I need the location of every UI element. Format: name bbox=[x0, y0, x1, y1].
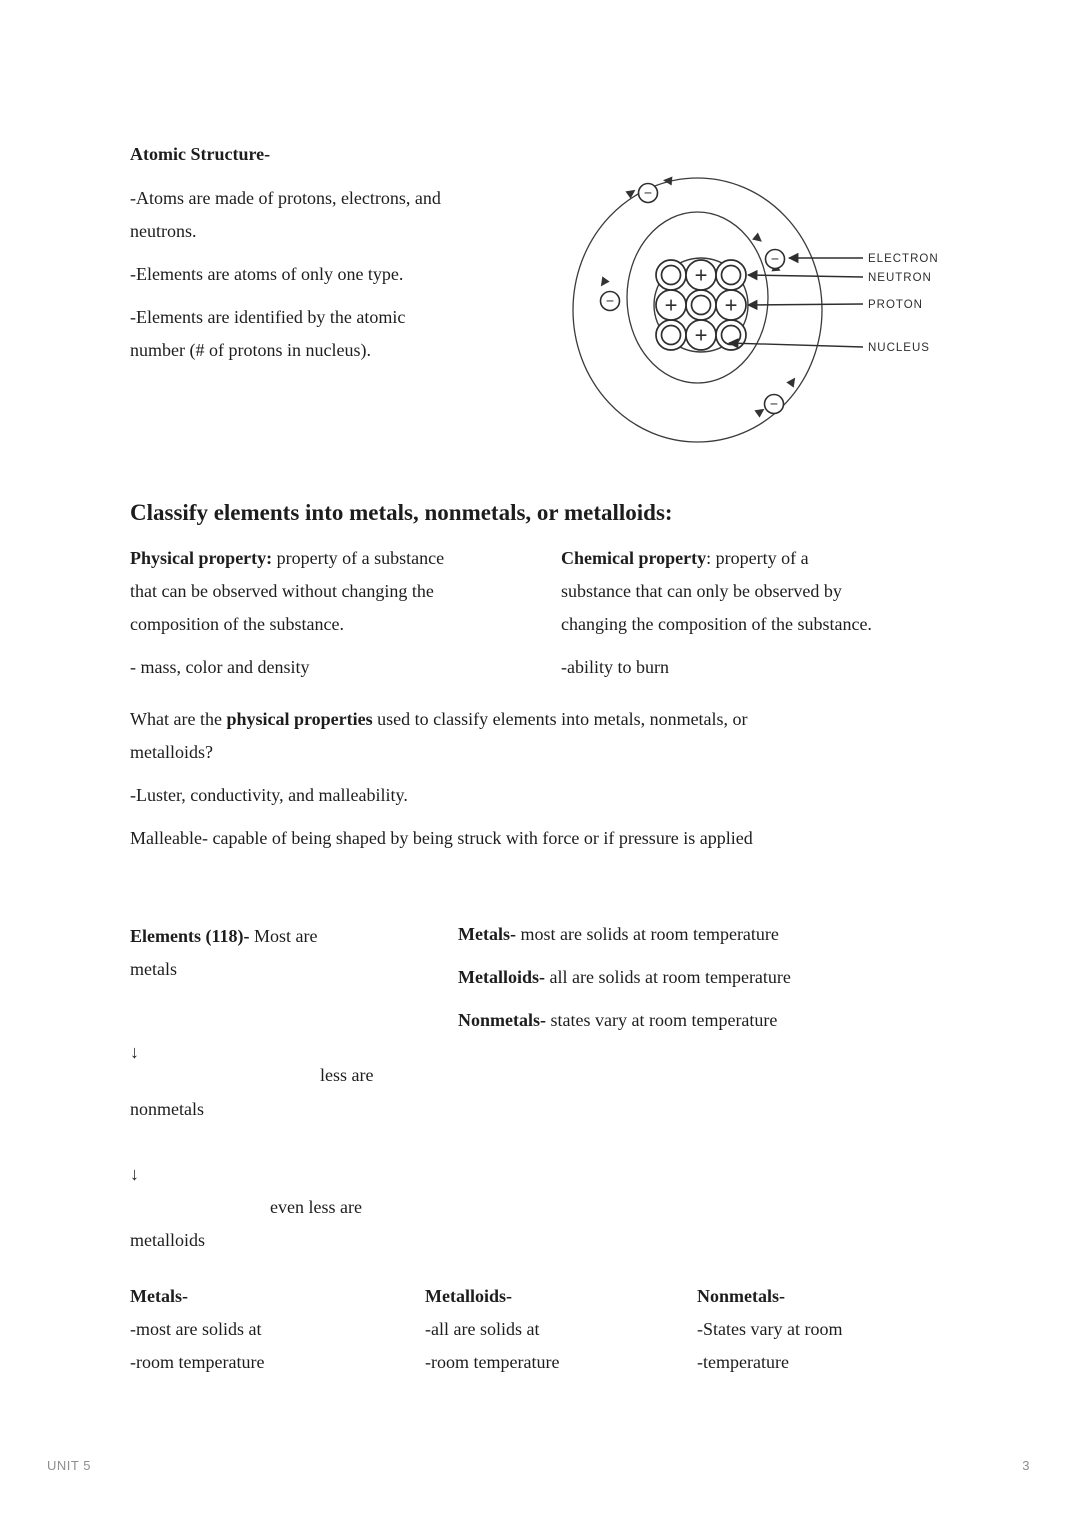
physical-property-example: - mass, color and density bbox=[130, 657, 310, 677]
plus-icon: + bbox=[694, 322, 708, 348]
nonmetals-state-line: Nonmetals- states vary at room temperature bbox=[458, 1010, 778, 1030]
question-bold-phrase: physical properties bbox=[226, 709, 373, 729]
electron-particle bbox=[639, 184, 658, 203]
nucleus-group bbox=[654, 258, 748, 352]
summary-column-nonmetals: Nonmetals- -States vary at room -temperature bbox=[697, 1286, 843, 1372]
classify-heading: Classify elements into metals, nonmetals, or metalloids: bbox=[130, 500, 673, 525]
electron-particle bbox=[601, 292, 620, 311]
atomic-structure-section bbox=[130, 138, 550, 377]
element-states-column bbox=[458, 918, 978, 1047]
atom-diagram bbox=[560, 155, 1000, 475]
neutron-particle bbox=[656, 260, 686, 290]
physical-property-lead: Physical property: bbox=[130, 548, 273, 568]
elements-lead: Elements (118)- bbox=[130, 926, 250, 946]
elements-count-column: Elements (118)- Most are metals bbox=[130, 926, 318, 979]
atomic-point-3: -Elements are identified by the atomic number (# of protons in nucleus). bbox=[130, 307, 406, 360]
neutron-particle bbox=[716, 260, 746, 290]
chemical-property-definition: Chemical property: property of a substance that can only be observed by changing the composition of the substance. bbox=[561, 548, 872, 634]
proton-particle bbox=[716, 290, 746, 320]
flow-metalloids: metalloids bbox=[130, 1230, 205, 1250]
neutron-arrow bbox=[748, 275, 863, 277]
question-text: What are the physical properties used to classify elements into metals, nonmetals, or metalloids? bbox=[130, 709, 748, 762]
neutron-particle bbox=[656, 320, 686, 350]
neutron-label: NEUTRON bbox=[868, 272, 932, 284]
atomic-point-1: -Atoms are made of protons, electrons, and neutrons. bbox=[130, 188, 441, 241]
neutron-particle bbox=[716, 320, 746, 350]
minus-icon: − bbox=[769, 395, 779, 412]
physical-property-column bbox=[130, 542, 550, 684]
malleable-definition: Malleable- capable of being shaped by being struck with force or if pressure is applied bbox=[130, 828, 753, 848]
metals-state-line: Metals- most are solids at room temperature bbox=[458, 924, 779, 944]
nucleus-label: NUCLEUS bbox=[868, 342, 930, 354]
footer-page-number: 3 bbox=[1022, 1458, 1030, 1473]
plus-icon: + bbox=[694, 262, 708, 288]
down-arrow-icon: ↓ bbox=[130, 1042, 139, 1062]
plus-icon: + bbox=[664, 292, 678, 318]
flow-less-are: less are bbox=[320, 1065, 374, 1085]
proton-arrow bbox=[748, 304, 863, 305]
summary-column-metalloids: Metalloids- -all are solids at -room temperature bbox=[425, 1286, 560, 1372]
physical-property-definition: Physical property: property of a substance that can be observed without changing the composition of the substance. bbox=[130, 548, 445, 634]
label-leader-lines bbox=[729, 258, 863, 347]
nucleus-arrow bbox=[729, 343, 863, 347]
minus-icon: − bbox=[770, 250, 780, 267]
proton-label: PROTON bbox=[868, 299, 923, 311]
plus-icon: + bbox=[724, 292, 738, 318]
proton-particle bbox=[686, 320, 716, 350]
summary-column-metals: Metals- -most are solids at -room temperature bbox=[130, 1286, 265, 1372]
electron-particle bbox=[766, 250, 785, 269]
chemical-property-example: -ability to burn bbox=[561, 657, 669, 677]
question-answer: -Luster, conductivity, and malleability. bbox=[130, 785, 408, 805]
chemical-property-column bbox=[561, 542, 961, 684]
electron-particle bbox=[765, 395, 784, 414]
proton-particle bbox=[656, 290, 686, 320]
atomic-structure-heading: Atomic Structure- bbox=[130, 144, 271, 164]
minus-icon: − bbox=[643, 184, 653, 201]
flow-nonmetals: nonmetals bbox=[130, 1099, 204, 1119]
down-arrow-icon: ↓ bbox=[130, 1164, 139, 1184]
diagram-labels bbox=[868, 253, 939, 354]
physical-properties-question bbox=[130, 703, 970, 855]
flow-even-less-are: even less are bbox=[270, 1197, 362, 1217]
footer-unit-label: UNIT 5 bbox=[47, 1458, 91, 1473]
metalloids-state-line: Metalloids- all are solids at room temperature bbox=[458, 967, 791, 987]
atomic-point-2: -Elements are atoms of only one type. bbox=[130, 264, 404, 284]
chemical-property-lead: Chemical property bbox=[561, 548, 707, 568]
proton-particle bbox=[686, 260, 716, 290]
minus-icon: − bbox=[605, 292, 615, 309]
electron-label: ELECTRON bbox=[868, 253, 939, 265]
neutron-particle bbox=[686, 290, 716, 320]
